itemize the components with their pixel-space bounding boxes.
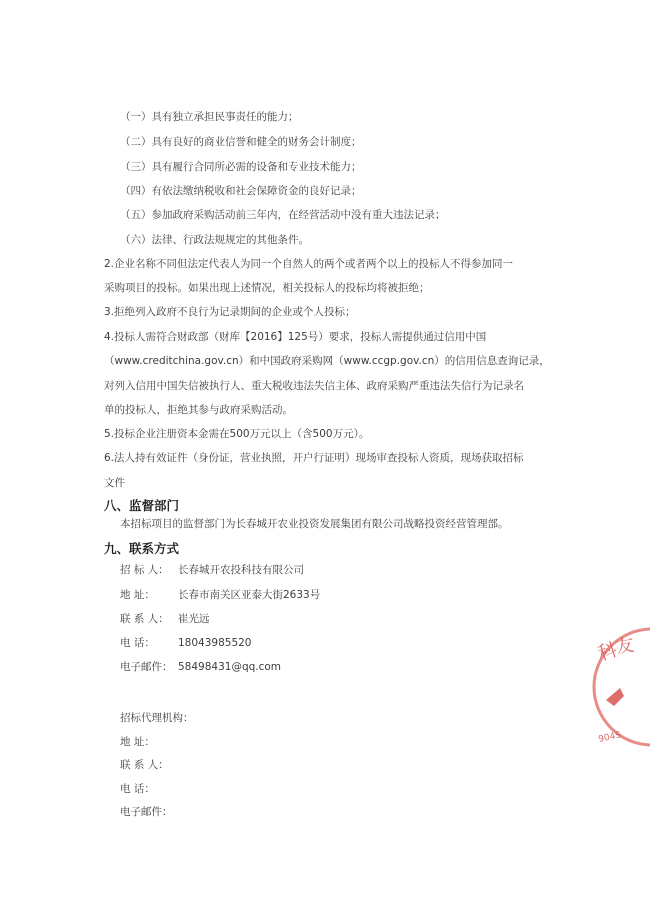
tenderer-name-label: 招 标 人： bbox=[120, 564, 169, 576]
requirement-4-line-2: （www.creditchina.gov.cn）和中国政府采购网（www.ccgp.gov.cn）的信用信息查询记录， bbox=[104, 355, 550, 367]
tenderer-email-value: 58498431@qq.com bbox=[178, 661, 282, 673]
tenderer-phone-value: 18043985520 bbox=[178, 637, 252, 649]
requirement-4-line-3: 对列入信用中国失信被执行人、重大税收违法失信主体、政府采购严重违法失信行为记录名 bbox=[104, 380, 524, 392]
company-seal-stamp bbox=[590, 612, 636, 762]
tenderer-address-label: 地 址： bbox=[120, 589, 155, 601]
tenderer-contact-row bbox=[120, 611, 210, 626]
seal-number: 9045 bbox=[597, 730, 623, 745]
tenderer-name-row bbox=[120, 562, 304, 577]
agency-email-label: 电子邮件： bbox=[120, 806, 173, 818]
tenderer-email-row bbox=[120, 659, 281, 674]
requirement-6-line-2: 文件 bbox=[104, 477, 125, 489]
tenderer-address-value: 长春市南关区亚泰大街2633号 bbox=[178, 589, 321, 601]
qualification-5: （五）参加政府采购活动前三年内，在经营活动中没有重大违法记录； bbox=[120, 209, 446, 221]
qualification-2: （二）具有良好的商业信誉和健全的财务会计制度； bbox=[120, 136, 362, 148]
seal-star-icon bbox=[606, 688, 624, 712]
agency-title-label: 招标代理机构： bbox=[120, 712, 194, 724]
seal-char-1: 科 bbox=[595, 638, 620, 666]
requirement-3: 3.拒绝列入政府不良行为记录期间的企业或个人投标； bbox=[104, 306, 356, 318]
qualification-6: （六）法律、行政法规规定的其他条件。 bbox=[120, 234, 309, 246]
agency-contact-label: 联 系 人： bbox=[120, 759, 169, 771]
requirement-6-line-1: 6.法人持有效证件（身份证，营业执照，开户行证明）现场审查投标人资质，现场获取招标 bbox=[104, 452, 524, 464]
requirement-4-line-4: 单的投标人，拒绝其参与政府采购活动。 bbox=[104, 404, 293, 416]
seal-char-2: 友 bbox=[614, 634, 636, 659]
tenderer-phone-row bbox=[120, 635, 252, 650]
tenderer-contact-label: 联 系 人： bbox=[120, 613, 169, 625]
agency-address-label: 地 址： bbox=[120, 736, 155, 748]
tenderer-address-row bbox=[120, 587, 320, 602]
qualification-4: （四）有依法缴纳税收和社会保障资金的良好记录； bbox=[120, 185, 362, 197]
qualification-3: （三）具有履行合同所必需的设备和专业技术能力； bbox=[120, 161, 362, 173]
tenderer-contact-value: 崔光远 bbox=[178, 613, 210, 625]
section-8-body: 本招标项目的监督部门为长春城开农业投资发展集团有限公司战略投资经营管理部。 bbox=[120, 518, 509, 530]
requirement-2-line-1: 2.企业名称不同但法定代表人为同一个自然人的两个或者两个以上的投标人不得参加同一 bbox=[104, 258, 514, 270]
qualification-1: （一）具有独立承担民事责任的能力； bbox=[120, 111, 299, 123]
requirement-5: 5.投标企业注册资本金需在500万元以上（含500万元）。 bbox=[104, 428, 370, 440]
tenderer-name-value: 长春城开农投科技有限公司 bbox=[178, 564, 304, 576]
section-8-heading: 八、监督部门 bbox=[104, 498, 180, 513]
requirement-2-line-2: 采购项目的投标。如果出现上述情况，相关投标人的投标均将被拒绝； bbox=[104, 282, 430, 294]
tenderer-email-label: 电子邮件： bbox=[120, 661, 173, 673]
section-9-heading: 九、联系方式 bbox=[104, 541, 180, 556]
requirement-4-line-1: 4.投标人需符合财政部（财库【2016】125号）要求，投标人需提供通过信用中国 bbox=[104, 331, 487, 343]
tenderer-phone-label: 电 话： bbox=[120, 637, 155, 649]
agency-phone-label: 电 话： bbox=[120, 783, 155, 795]
